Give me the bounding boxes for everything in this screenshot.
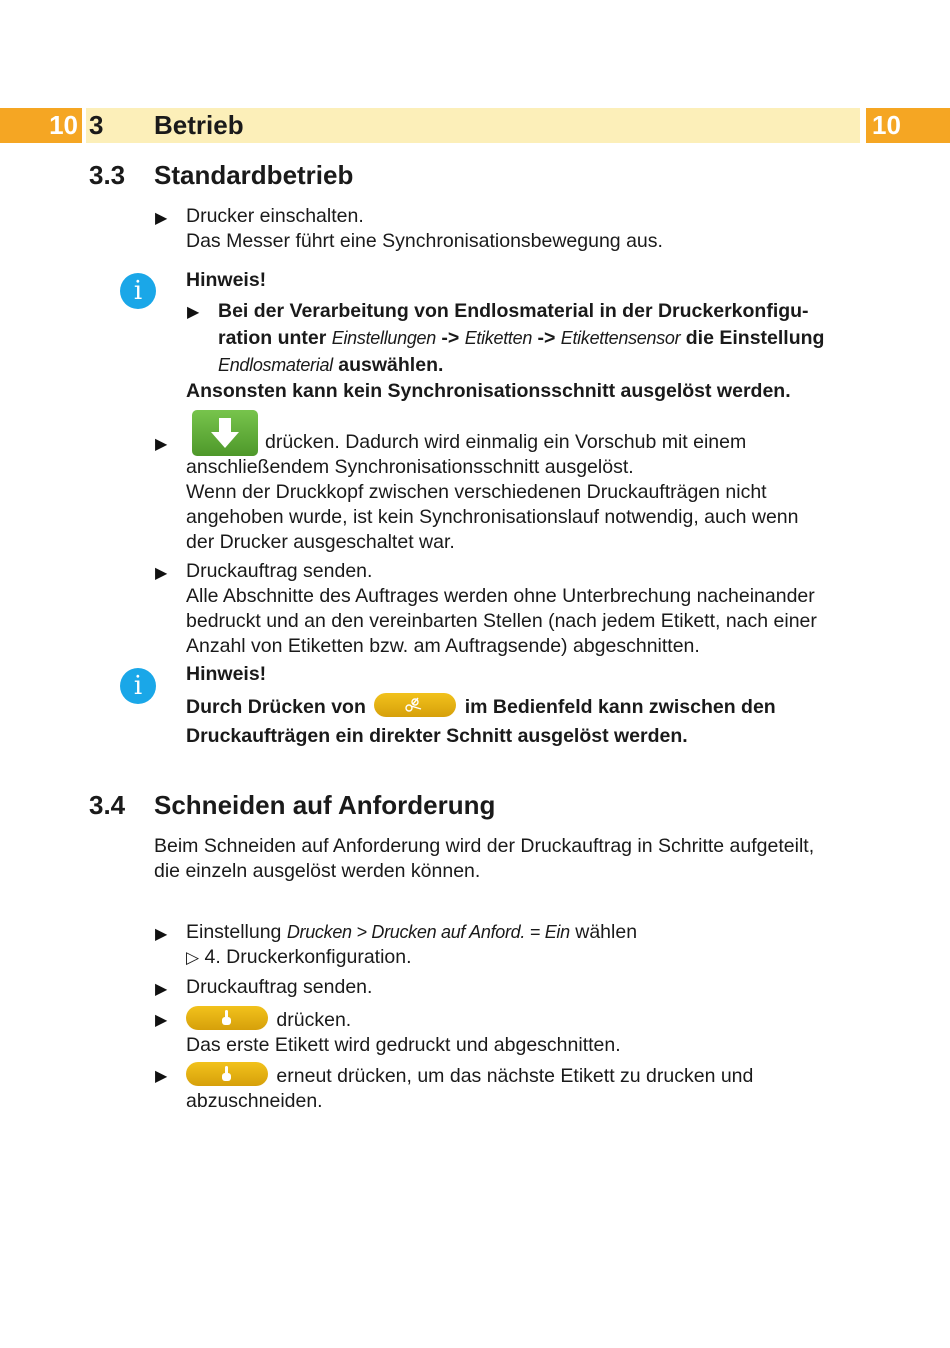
- section-34-number: 3.4: [89, 790, 126, 820]
- note-line: [218, 325, 858, 352]
- step-text: abzuschneiden.: [186, 1090, 323, 1112]
- step-line: [186, 1062, 866, 1089]
- note-after: Ansonsten kann kein Synchronisationsschnitt ausgelöst werden.: [186, 380, 791, 402]
- triangle-bullet-icon: ▶: [155, 565, 168, 582]
- step-text: angehoben wurde, ist kein Synchronisationslauf notwendig, auch wenn: [186, 506, 799, 528]
- menu-path: Etiketten: [464, 328, 533, 348]
- page-number-left: [0, 108, 82, 143]
- section-33-title: Standardbetrieb: [154, 160, 354, 190]
- triangle-bullet-icon: ▶: [155, 1012, 168, 1029]
- page-number-right-text: 10: [872, 110, 901, 140]
- menu-path: Etikettensensor: [560, 328, 681, 348]
- section-34-heading: [89, 790, 496, 821]
- paragraph-line: Beim Schneiden auf Anforderung wird der Druckauftrag in Schritte aufgeteilt,: [154, 835, 815, 857]
- note-text: die Einstellung: [685, 327, 825, 349]
- step-text: anschließendem Synchronisationsschnitt ausgelöst.: [186, 456, 634, 478]
- triangle-bullet-icon: ▶: [155, 210, 168, 227]
- step-feed: [186, 430, 866, 555]
- section-33-number: 3.3: [89, 160, 126, 190]
- section-34-title: Schneiden auf Anforderung: [154, 790, 496, 820]
- page-number-right: [866, 108, 950, 143]
- cross-reference: [186, 945, 866, 970]
- step-line: [186, 1006, 866, 1033]
- triangle-bullet-icon: ▶: [155, 436, 168, 453]
- step-text: Wenn der Druckkopf zwischen verschiedenen Druckaufträgen nicht: [186, 481, 767, 503]
- note-text: im Bedienfeld kann zwischen den: [464, 696, 776, 718]
- menu-path: Drucken > Drucken auf Anford. = Ein: [286, 922, 570, 942]
- scissors-icon: [374, 693, 456, 717]
- note-body: [186, 693, 776, 720]
- step-power-on: [186, 204, 663, 254]
- outline-triangle-icon: ▷: [186, 948, 200, 967]
- step-text: Anzahl von Etiketten bzw. am Auftragsende) abgeschnitten.: [186, 635, 700, 657]
- step-text: Alle Abschnitte des Auftrages werden ohne Unterbrechung nacheinander: [186, 585, 815, 607]
- step-setting: [186, 920, 866, 970]
- cut-button-icon: [374, 693, 456, 717]
- pause-button-icon: [186, 1006, 268, 1030]
- page-number-left-text: 10: [49, 110, 78, 140]
- menu-separator: ->: [537, 327, 556, 349]
- section-34-intro: [154, 834, 874, 884]
- step-text: bedruckt und an den vereinbarten Stellen (nach jedem Etikett, nach einer: [186, 610, 817, 632]
- pause-hand-icon: [186, 1006, 268, 1030]
- step-line: [186, 920, 866, 945]
- step-text: wählen: [575, 921, 638, 943]
- note-line: Bei der Verarbeitung von Endlosmaterial in der Druckerkonfigu-: [218, 300, 809, 322]
- pause-button-icon: [186, 1062, 268, 1086]
- note-text: Durch Drücken von: [186, 696, 366, 718]
- note-line: [218, 352, 858, 379]
- section-33-heading: [89, 160, 354, 191]
- paragraph-line: die einzeln ausgelöst werden können.: [154, 860, 481, 882]
- step-text: Druckauftrag senden.: [186, 560, 373, 582]
- note-title: Hinweis!: [186, 663, 267, 685]
- chapter-header: [86, 108, 860, 143]
- step-text: Das Messer führt eine Synchronisationsbewegung aus.: [186, 230, 663, 252]
- pause-hand-icon: [186, 1062, 268, 1086]
- step-text: Das erste Etikett wird gedruckt und abgeschnitten.: [186, 1034, 621, 1056]
- chapter-number: 3: [89, 110, 104, 140]
- step-text: Einstellung: [186, 921, 282, 943]
- note-text: Druckaufträgen ein direkter Schnitt ausgelöst werden.: [186, 725, 688, 747]
- step-send-job: [186, 559, 866, 659]
- menu-separator: ->: [441, 327, 460, 349]
- info-icon: i: [120, 273, 156, 309]
- triangle-bullet-icon: ▶: [155, 1068, 168, 1085]
- step-pause-first: [186, 1006, 866, 1058]
- note-text: ration unter: [218, 327, 327, 349]
- step-pause-next: [186, 1062, 866, 1114]
- menu-path: Einstellungen: [331, 328, 436, 348]
- triangle-bullet-icon: ▶: [155, 926, 168, 943]
- triangle-bullet-icon: ▶: [187, 304, 200, 321]
- step-text: Drucker einschalten.: [186, 205, 364, 227]
- triangle-bullet-icon: ▶: [155, 981, 168, 998]
- note-title: Hinweis!: [186, 269, 267, 291]
- reference-text: 4. Druckerkonfiguration.: [204, 946, 412, 968]
- step-text: der Drucker ausgeschaltet war.: [186, 531, 455, 553]
- step-text: drücken. Dadurch wird einmalig ein Vorschub mit einem: [265, 431, 747, 453]
- step-text: drücken.: [276, 1009, 352, 1031]
- info-icon: i: [120, 668, 156, 704]
- note-text: auswählen.: [338, 354, 444, 376]
- step-text: erneut drücken, um das nächste Etikett zu drucken und: [276, 1065, 754, 1087]
- note-body: [218, 298, 858, 379]
- step-send-job: Druckauftrag senden.: [186, 976, 373, 998]
- chapter-title: Betrieb: [154, 110, 244, 140]
- menu-path: Endlosmaterial: [218, 355, 333, 375]
